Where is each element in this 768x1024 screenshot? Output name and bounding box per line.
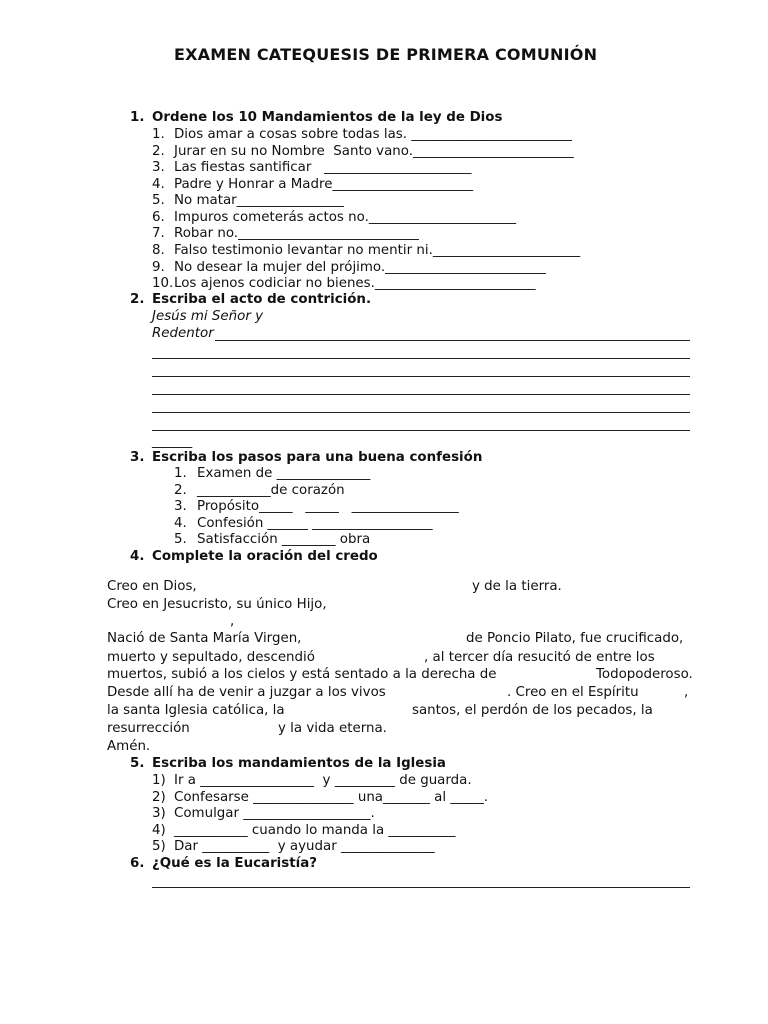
q1-number: 1. (130, 110, 145, 125)
q5-item-text: Comulgar ___________________. (174, 806, 375, 821)
q6-answer-line (152, 887, 690, 888)
q3-number: 3. (130, 450, 145, 465)
creed-line-end: de Poncio Pilato, fue crucificado, (466, 631, 684, 646)
q1-item-number: 3. (152, 160, 165, 175)
q3-item-text: Confesión ______ __________________ (197, 516, 433, 531)
creed-line: Creo en Jesucristo, su único Hijo, (107, 597, 327, 612)
answer-line (152, 430, 690, 431)
creed-line: Creo en Dios, (107, 579, 197, 594)
q1-item-text: Falso testimonio levantar no mentir ni.______________________ (174, 243, 581, 258)
q1-item-text: Robar no.___________________________ (174, 226, 419, 241)
q5-item-number: 5) (152, 839, 166, 854)
q3-item-number: 5. (174, 532, 187, 547)
q1-heading: Ordene los 10 Mandamientos de la ley de Dios (152, 110, 503, 125)
q5-number: 5. (130, 756, 145, 771)
creed-line-end: Todopoderoso. (596, 667, 693, 682)
q1-item-text: Dios amar a cosas sobre todas las. ________________________ (174, 127, 572, 142)
q1-item-number: 6. (152, 210, 165, 225)
q5-item-number: 1) (152, 773, 166, 788)
q5-item-number: 2) (152, 790, 166, 805)
q2-heading: Escriba el acto de contrición. (152, 292, 372, 307)
q3-item-number: 4. (174, 516, 187, 531)
q6-number: 6. (130, 856, 145, 871)
creed-line: , (230, 614, 235, 629)
creed-line: muertos, subió a los cielos y está sentado a la derecha de (107, 667, 497, 682)
q1-item-number: 1. (152, 127, 165, 142)
q1-item-text: Las fiestas santificar ______________________ (174, 160, 472, 175)
creed-line: Amén. (107, 739, 151, 754)
creed-line: Desde allí ha de venir a juzgar a los vivos (107, 685, 386, 700)
q1-item-text: Jurar en su no Nombre Santo vano.________________________ (174, 144, 574, 159)
creed-line: la santa Iglesia católica, la (107, 703, 285, 718)
q3-item-number: 2. (174, 483, 187, 498)
q3-item-number: 1. (174, 466, 187, 481)
q5-item-text: Confesarse _______________ una_______ al _____. (174, 790, 489, 805)
creed-line: resurrección (107, 721, 190, 736)
q1-item-text: No desear la mujer del prójimo.________________________ (174, 260, 546, 275)
page-title: EXAMEN CATEQUESIS DE PRIMERA COMUNIÓN (174, 45, 598, 64)
creed-line-end: , al tercer día resucitó de entre los (424, 650, 655, 665)
answer-line (152, 358, 690, 359)
q2-number: 2. (130, 292, 145, 307)
q5-item-text: Dar __________ y ayudar ______________ (174, 839, 435, 854)
q1-item-number: 2. (152, 144, 165, 159)
creed-line-end: , (684, 685, 689, 700)
creed-line-mid: . Creo en el Espíritu (507, 685, 639, 700)
answer-line (152, 394, 690, 395)
q1-item-number: 7. (152, 226, 165, 241)
q3-item-text: ___________de corazón (197, 483, 345, 498)
q1-item-text: Padre y Honrar a Madre_____________________ (174, 177, 474, 192)
answer-line (215, 340, 690, 341)
creed-line-end: y de la tierra. (472, 579, 562, 594)
q1-item-number: 5. (152, 193, 165, 208)
q1-item-number: 10. (152, 276, 174, 291)
q4-number: 4. (130, 549, 145, 564)
answer-line (152, 412, 690, 413)
q1-item-text: No matar________________ (174, 193, 344, 208)
q3-item-text: Propósito_____ _____ ________________ (197, 499, 459, 514)
creed-line: Nació de Santa María Virgen, (107, 631, 302, 646)
q3-item-text: Examen de ______________ (197, 466, 371, 481)
q1-item-number: 4. (152, 177, 165, 192)
q3-item-text: Satisfacción ________ obra (197, 532, 371, 547)
q1-item-text: Impuros cometerás actos no.______________________ (174, 210, 517, 225)
q5-item-number: 3) (152, 806, 166, 821)
creed-line-end: y la vida eterna. (278, 721, 387, 736)
q2-last-line-stub: ______ (152, 434, 193, 449)
q1-item-text: Los ajenos codiciar no bienes.________________________ (174, 276, 536, 291)
q6-heading: ¿Qué es la Eucaristía? (152, 856, 318, 871)
creed-line-end: santos, el perdón de los pecados, la (412, 703, 653, 718)
q4-heading: Complete la oración del credo (152, 549, 378, 564)
creed-line: muerto y sepultado, descendió (107, 650, 315, 665)
q5-heading: Escriba los mandamientos de la Iglesia (152, 756, 446, 771)
q1-item-number: 8. (152, 243, 165, 258)
q2-prayer-line: Redentor (152, 326, 214, 341)
q3-item-number: 3. (174, 499, 187, 514)
q5-item-text: Ir a _________________ y _________ de guarda. (174, 773, 472, 788)
answer-line (152, 376, 690, 377)
q5-item-text: ___________ cuando lo manda la __________ (174, 823, 456, 838)
q2-prayer-start: Jesús mi Señor y (152, 309, 264, 324)
q5-item-number: 4) (152, 823, 166, 838)
q3-heading: Escriba los pasos para una buena confesión (152, 450, 483, 465)
q1-item-number: 9. (152, 260, 165, 275)
